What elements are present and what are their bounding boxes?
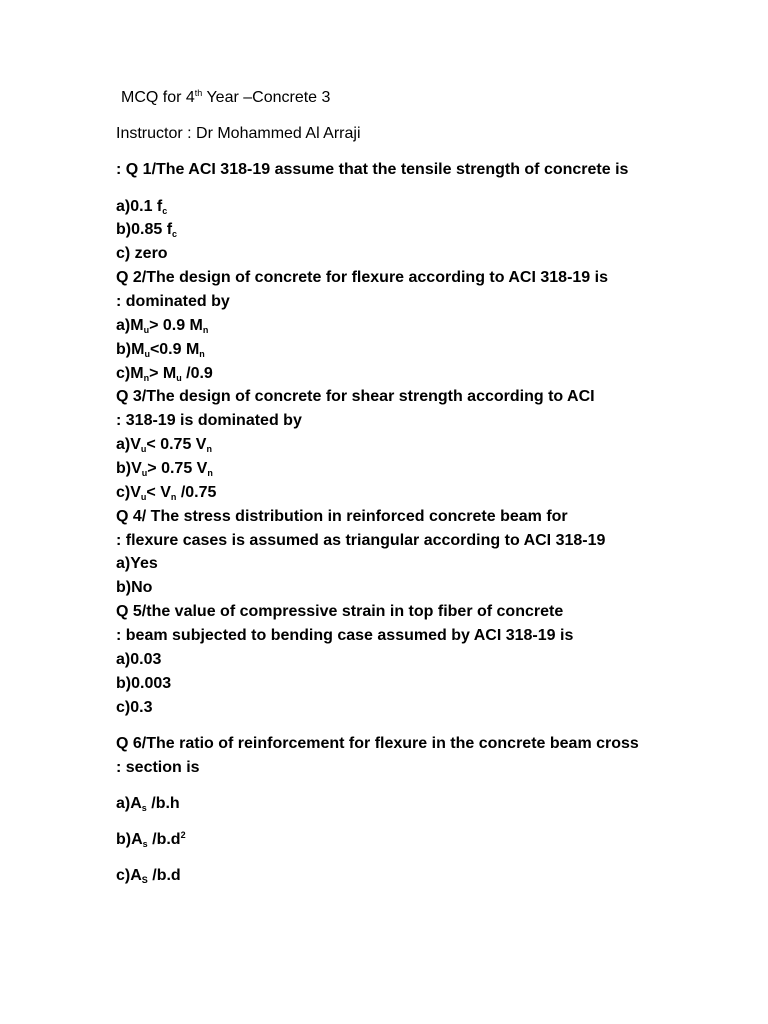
- q2-option-c: $c)M_n> M_u$ /0.9: [116, 365, 213, 383]
- q1-option-a: a)0.1 $f_c$: [116, 198, 168, 216]
- q3-option-b: $b)V_u> 0.75$ $V_n$: [116, 460, 213, 478]
- q5-option-b: b)0.003: [116, 675, 172, 692]
- question-3-line-1: Q 3/The design of concrete for shear strength according to ACI: [116, 388, 595, 405]
- question-2-line-1: Q 2/The design of concrete for flexure according to ACI 318-19 is: [116, 269, 608, 286]
- document-title: MCQ for 4th Year –Concrete 3: [121, 88, 331, 106]
- question-1: : Q 1/The ACI 318-19 assume that the tensile strength of concrete is: [116, 161, 629, 178]
- question-3-line-2: : 318-19 is dominated by: [116, 412, 302, 429]
- q6-option-a: $a)A_s$ /b.h: [116, 795, 180, 813]
- q5-option-a: a)0.03: [116, 651, 162, 668]
- q4-option-a: a)Yes: [116, 555, 158, 572]
- question-6-line-1: Q 6/The ratio of reinforcement for flexure in the concrete beam cross: [116, 735, 639, 752]
- q6-option-c: $c)A_S$ /b.d: [116, 867, 181, 885]
- question-4-line-1: Q 4/ The stress distribution in reinforced concrete beam for: [116, 508, 568, 525]
- instructor-line: Instructor : Dr Mohammed Al Arraji: [116, 125, 361, 142]
- question-5-line-2: : beam subjected to bending case assumed by ACI 318-19 is: [116, 627, 574, 644]
- q3-option-c: $c)V_u< V_n$ /0.75: [116, 484, 217, 502]
- q6-option-b: $b)A_s$ $/b.d^2$: [116, 830, 186, 849]
- q5-option-c: c)0.3: [116, 699, 153, 716]
- q2-option-b: $b)M_u<0.9$ $M_n$: [116, 341, 205, 359]
- q4-option-b: b)No: [116, 579, 153, 596]
- question-6-line-2: : section is: [116, 759, 200, 776]
- q2-option-a: $a)M_u> 0.9$ $M_n$: [116, 317, 209, 335]
- question-5-line-1: Q 5/the value of compressive strain in top fiber of concrete: [116, 603, 564, 620]
- question-4-line-2: : flexure cases is assumed as triangular according to ACI 318-19: [116, 532, 606, 549]
- q1-option-b: b)0.85 $f_c$: [116, 221, 178, 239]
- q1-option-c: c) zero: [116, 245, 168, 262]
- q3-option-a: $a)V_u< 0.75$ $V_n$: [116, 436, 212, 454]
- question-2-line-2: : dominated by: [116, 293, 230, 310]
